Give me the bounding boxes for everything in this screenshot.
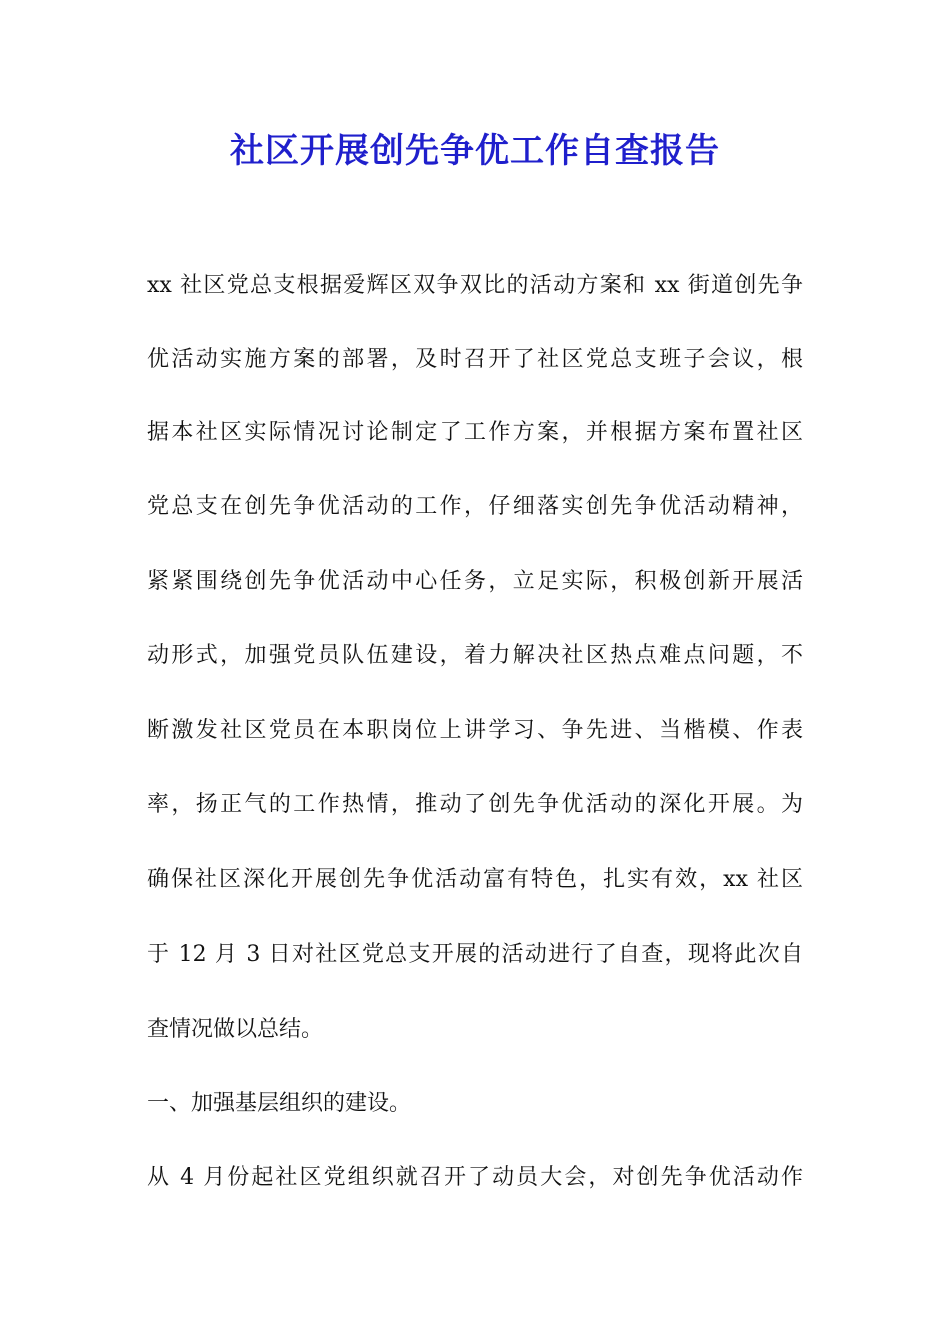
paragraph-line: 从 4 月份起社区党组织就召开了动员大会，对创先争优活动作 <box>147 1165 803 1190</box>
document-title: 社区开展创先争优工作自查报告 <box>230 131 720 171</box>
paragraph-line: xx 社区党总支根据爱辉区双争双比的活动方案和 xx 街道创先争 <box>147 273 803 298</box>
paragraph-line: 党总支在创先争优活动的工作，仔细落实创先争优活动精神， <box>147 494 803 519</box>
paragraph-line: 确保社区深化开展创先争优活动富有特色，扎实有效，xx 社区 <box>147 867 803 892</box>
paragraph-line: 据本社区实际情况讨论制定了工作方案，并根据方案布置社区 <box>147 420 803 445</box>
paragraph-line: 于 12 月 3 日对社区党总支开展的活动进行了自查，现将此次自 <box>147 942 803 967</box>
paragraph-line: 断激发社区党员在本职岗位上讲学习、争先进、当楷模、作表 <box>147 718 803 743</box>
paragraph-line: 动形式，加强党员队伍建设，着力解决社区热点难点问题，不 <box>147 643 803 668</box>
paragraph-line: 优活动实施方案的部署，及时召开了社区党总支班子会议，根 <box>147 347 803 372</box>
paragraph-line: 率，扬正气的工作热情，推动了创先争优活动的深化开展。为 <box>147 792 803 817</box>
paragraph-line: 查情况做以总结。 <box>147 1017 324 1042</box>
section-heading: 一、加强基层组织的建设。 <box>147 1091 412 1116</box>
paragraph-line: 紧紧围绕创先争优活动中心任务，立足实际，积极创新开展活 <box>147 569 803 594</box>
